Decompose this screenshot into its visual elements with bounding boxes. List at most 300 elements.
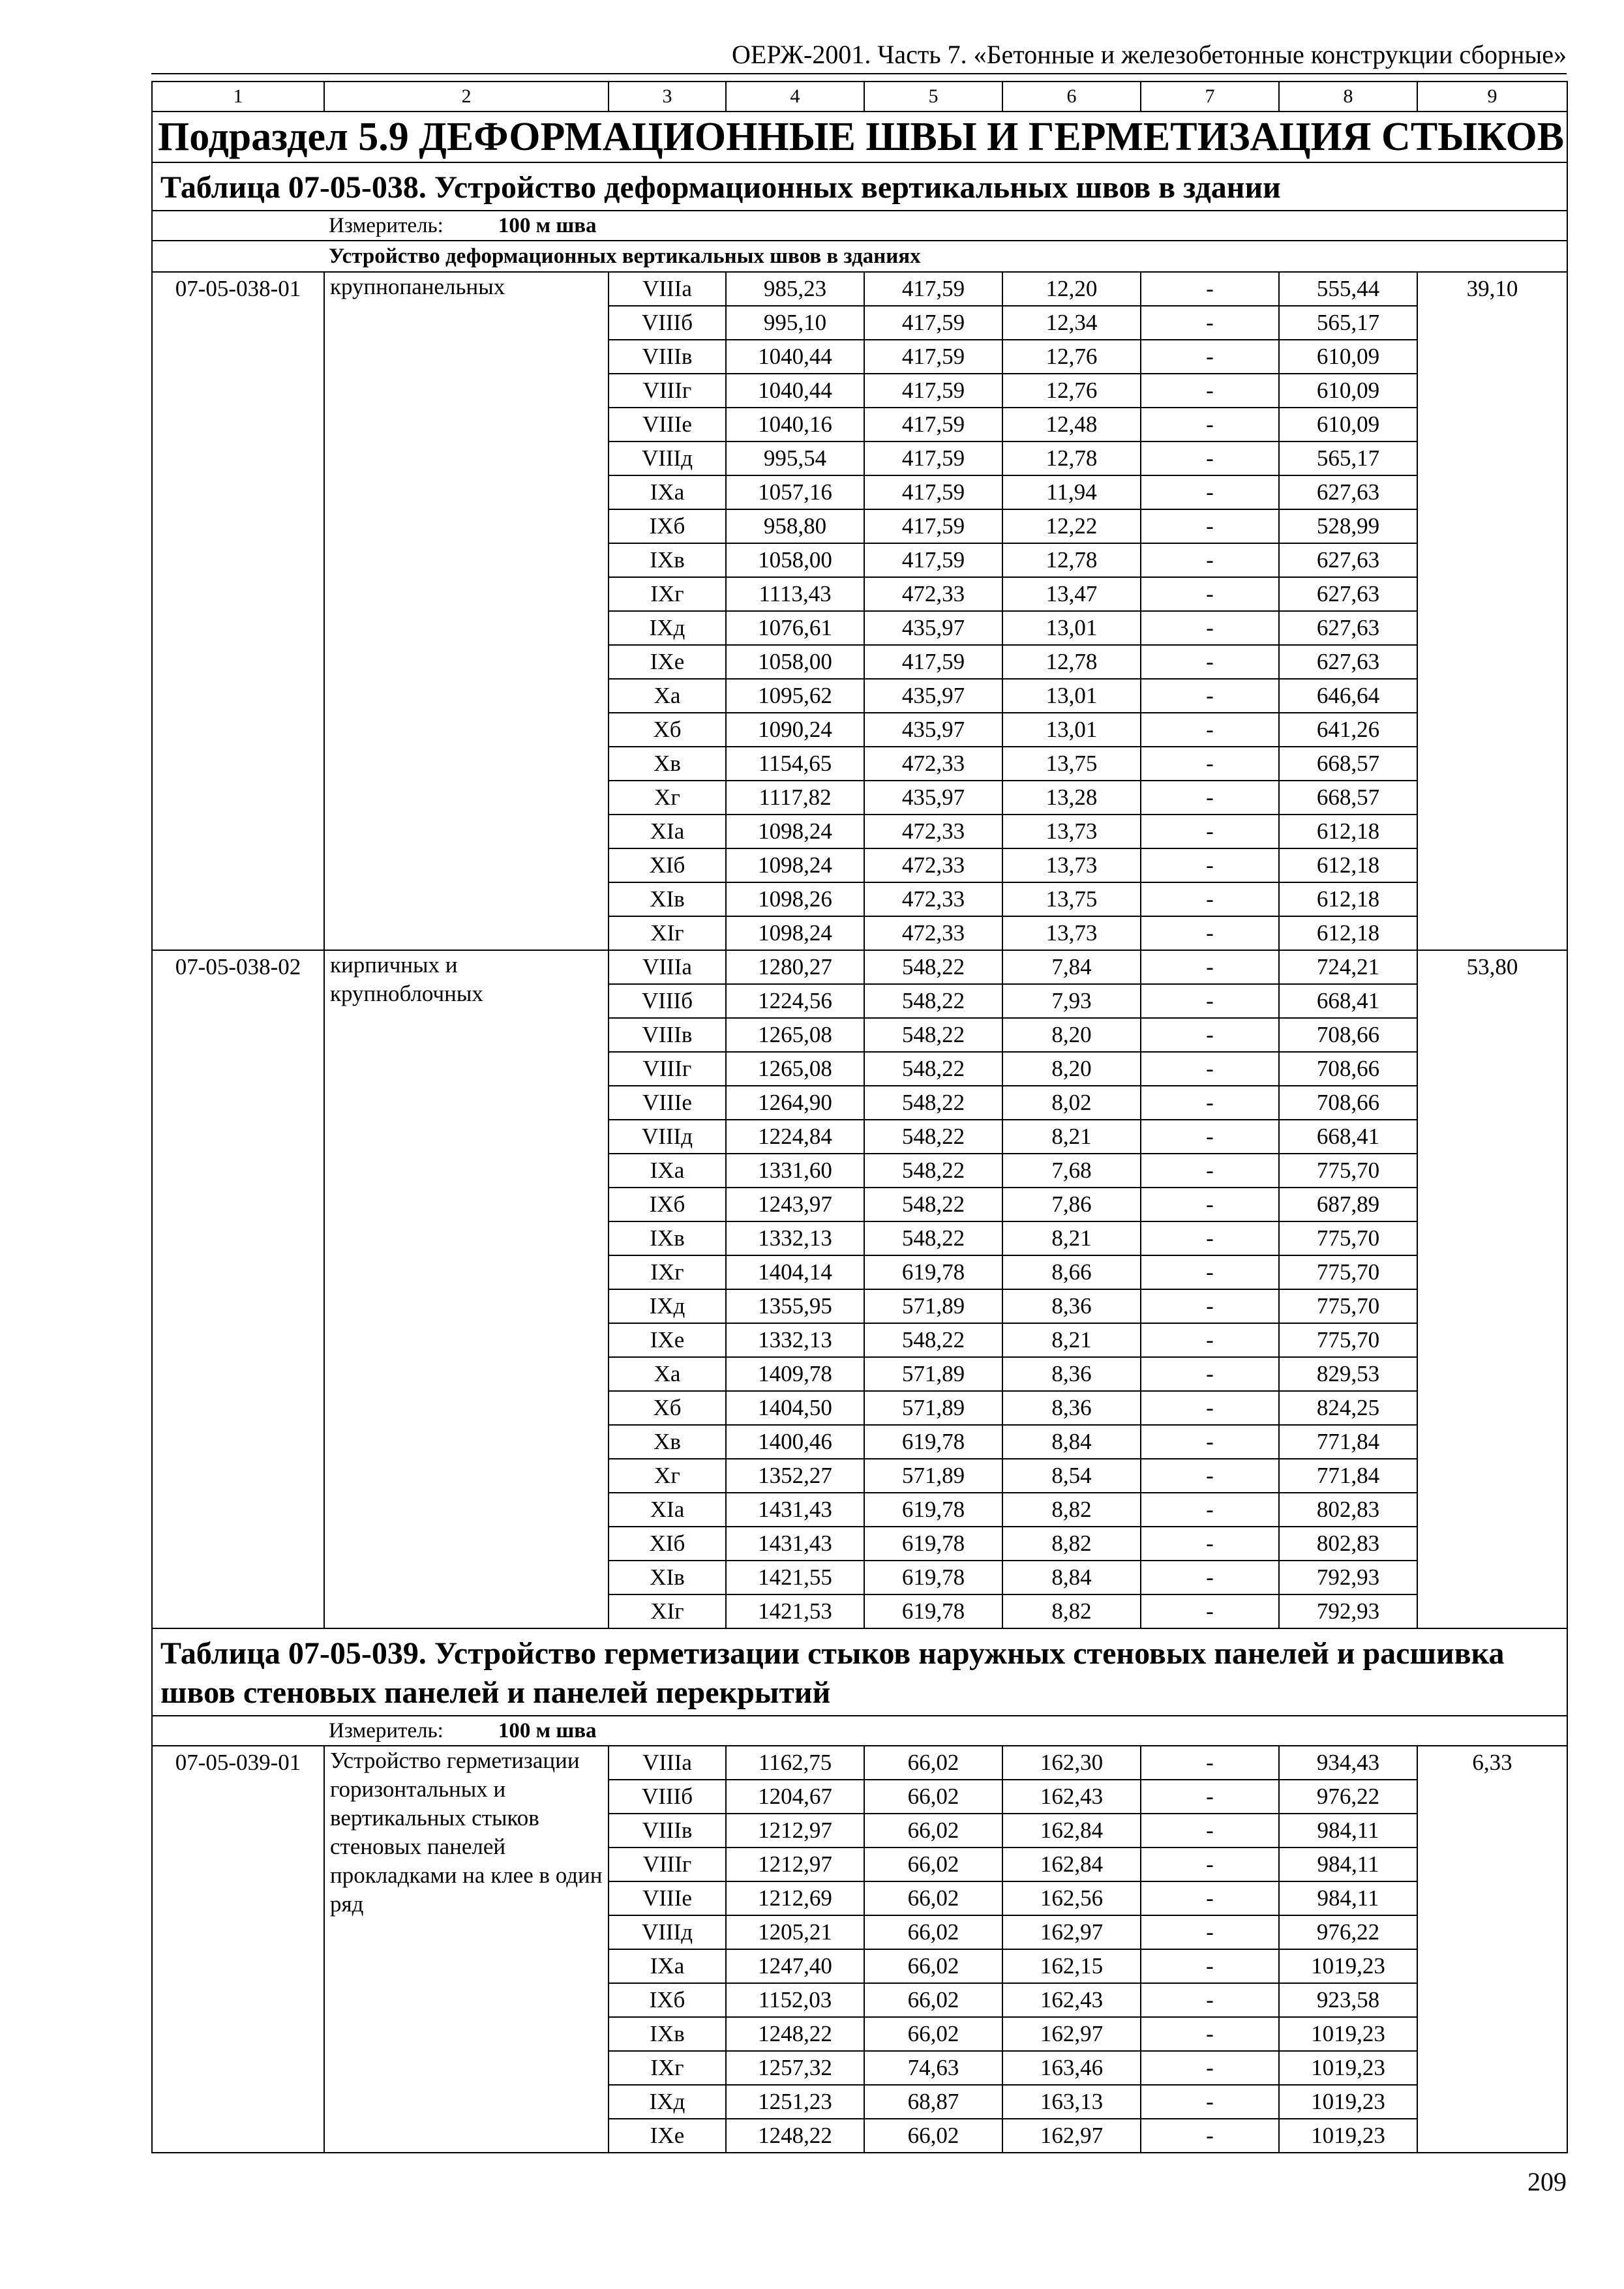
price-value: - xyxy=(1141,645,1279,679)
price-value: 985,23 xyxy=(726,272,864,306)
price-value: 12,78 xyxy=(1002,543,1141,577)
price-value: - xyxy=(1141,1915,1279,1949)
price-value: 12,22 xyxy=(1002,509,1141,543)
section-title: Подраздел 5.9 ДЕФОРМАЦИОННЫЕ ШВЫ И ГЕРМЕТИЗАЦИЯ СТЫКОВ xyxy=(152,112,1567,162)
price-value: 163,46 xyxy=(1002,2051,1141,2085)
price-value: 775,70 xyxy=(1279,1289,1417,1323)
price-value: 472,33 xyxy=(864,882,1002,916)
price-value: - xyxy=(1141,1561,1279,1594)
price-value: 528,99 xyxy=(1279,509,1417,543)
price-value: 13,28 xyxy=(1002,781,1141,815)
zone-code: VIIIг xyxy=(609,374,726,408)
price-value: - xyxy=(1141,815,1279,848)
labor-cost: 39,10 xyxy=(1417,272,1567,950)
zone-code: Xб xyxy=(609,713,726,747)
price-value: 1224,56 xyxy=(726,984,864,1018)
price-value: 417,59 xyxy=(864,306,1002,340)
zone-code: IXа xyxy=(609,475,726,509)
price-value: 1421,53 xyxy=(726,1594,864,1628)
price-value: - xyxy=(1141,1052,1279,1086)
price-value: - xyxy=(1141,1357,1279,1391)
price-value: 472,33 xyxy=(864,916,1002,950)
price-value: 12,34 xyxy=(1002,306,1141,340)
price-value: 548,22 xyxy=(864,950,1002,984)
running-header xyxy=(0,37,1624,73)
zone-code: VIIIб xyxy=(609,984,726,1018)
price-value: - xyxy=(1141,340,1279,374)
zone-code: Xв xyxy=(609,747,726,781)
price-value: - xyxy=(1141,1425,1279,1459)
price-value: 571,89 xyxy=(864,1289,1002,1323)
price-value: - xyxy=(1141,1221,1279,1255)
price-value: - xyxy=(1141,1018,1279,1052)
price-value: 1352,27 xyxy=(726,1459,864,1493)
price-value: 66,02 xyxy=(864,1915,1002,1949)
price-value: 1247,40 xyxy=(726,1949,864,1983)
price-value: 66,02 xyxy=(864,1780,1002,1814)
price-table xyxy=(151,81,1568,2153)
zone-code: VIIIд xyxy=(609,441,726,475)
price-value: 548,22 xyxy=(864,1323,1002,1357)
price-value: - xyxy=(1141,679,1279,713)
price-value: - xyxy=(1141,2051,1279,2085)
price-value: 417,59 xyxy=(864,543,1002,577)
zone-code: VIIIа xyxy=(609,272,726,306)
price-value: - xyxy=(1141,1527,1279,1561)
price-value: 1257,32 xyxy=(726,2051,864,2085)
price-value: 724,21 xyxy=(1279,950,1417,984)
price-value: 8,82 xyxy=(1002,1527,1141,1561)
price-value: - xyxy=(1141,1881,1279,1915)
price-value: 1212,69 xyxy=(726,1881,864,1915)
meter-row xyxy=(152,1716,1567,1746)
meter-cell xyxy=(152,1716,1567,1746)
price-value: - xyxy=(1141,306,1279,340)
price-value: 12,48 xyxy=(1002,408,1141,441)
price-sheet xyxy=(151,81,1567,2153)
zone-code: XIг xyxy=(609,1594,726,1628)
price-value: 8,66 xyxy=(1002,1255,1141,1289)
price-value: 12,20 xyxy=(1002,272,1141,306)
price-value: 8,36 xyxy=(1002,1289,1141,1323)
price-value: 548,22 xyxy=(864,1052,1002,1086)
price-value: 1212,97 xyxy=(726,1848,864,1881)
price-value: 8,84 xyxy=(1002,1561,1141,1594)
zone-code: IXв xyxy=(609,1221,726,1255)
zone-code: VIIIб xyxy=(609,1780,726,1814)
price-value: 829,53 xyxy=(1279,1357,1417,1391)
price-value: 66,02 xyxy=(864,1881,1002,1915)
price-value: 1098,24 xyxy=(726,848,864,882)
price-value: 435,97 xyxy=(864,781,1002,815)
price-value: 435,97 xyxy=(864,679,1002,713)
price-value: 619,78 xyxy=(864,1527,1002,1561)
column-number: 4 xyxy=(726,82,864,112)
zone-code: VIIIг xyxy=(609,1052,726,1086)
section-title-row xyxy=(152,112,1567,162)
price-value: 1076,61 xyxy=(726,611,864,645)
column-number-row xyxy=(152,82,1567,112)
price-value: 13,73 xyxy=(1002,848,1141,882)
price-value: 627,63 xyxy=(1279,645,1417,679)
price-value: 824,25 xyxy=(1279,1391,1417,1425)
norm-code: 07-05-038-01 xyxy=(152,272,324,950)
price-value: - xyxy=(1141,1289,1279,1323)
price-value: 417,59 xyxy=(864,408,1002,441)
price-value: - xyxy=(1141,1746,1279,1780)
table-title-row xyxy=(152,1628,1567,1716)
price-value: 417,59 xyxy=(864,509,1002,543)
price-value: 435,97 xyxy=(864,713,1002,747)
price-value: 771,84 xyxy=(1279,1459,1417,1493)
price-value: 1058,00 xyxy=(726,543,864,577)
price-value: - xyxy=(1141,475,1279,509)
price-value: 8,36 xyxy=(1002,1391,1141,1425)
table-row xyxy=(152,272,1567,306)
price-value: 995,54 xyxy=(726,441,864,475)
price-value: 12,78 xyxy=(1002,441,1141,475)
price-value: 976,22 xyxy=(1279,1780,1417,1814)
price-value: 571,89 xyxy=(864,1391,1002,1425)
zone-code: IXд xyxy=(609,1289,726,1323)
price-value: 1098,24 xyxy=(726,916,864,950)
price-value: 7,84 xyxy=(1002,950,1141,984)
zone-code: XIа xyxy=(609,1493,726,1527)
meter-cell xyxy=(152,211,1567,241)
labor-cost: 6,33 xyxy=(1417,1746,1567,2153)
price-value: 802,83 xyxy=(1279,1527,1417,1561)
price-value: 8,82 xyxy=(1002,1493,1141,1527)
price-value: 1243,97 xyxy=(726,1188,864,1221)
zone-code: VIIIе xyxy=(609,408,726,441)
price-value: 610,09 xyxy=(1279,340,1417,374)
price-value: - xyxy=(1141,577,1279,611)
zone-code: VIIIд xyxy=(609,1915,726,1949)
price-value: 12,76 xyxy=(1002,340,1141,374)
meter-label: Измеритель: xyxy=(329,214,444,237)
price-value: 8,20 xyxy=(1002,1018,1141,1052)
meter-row xyxy=(152,211,1567,241)
price-value: 571,89 xyxy=(864,1357,1002,1391)
price-value: - xyxy=(1141,543,1279,577)
price-value: 1331,60 xyxy=(726,1154,864,1188)
price-value: 162,15 xyxy=(1002,1949,1141,1983)
price-value: 627,63 xyxy=(1279,577,1417,611)
price-value: 8,82 xyxy=(1002,1594,1141,1628)
price-value: - xyxy=(1141,1391,1279,1425)
column-number: 2 xyxy=(324,82,609,112)
zone-code: Xа xyxy=(609,1357,726,1391)
price-value: 708,66 xyxy=(1279,1052,1417,1086)
price-value: - xyxy=(1141,747,1279,781)
zone-code: XIг xyxy=(609,916,726,950)
price-value: - xyxy=(1141,374,1279,408)
column-number: 3 xyxy=(609,82,726,112)
price-value: - xyxy=(1141,1323,1279,1357)
price-value: 66,02 xyxy=(864,1848,1002,1881)
price-value: 612,18 xyxy=(1279,882,1417,916)
price-value: - xyxy=(1141,1120,1279,1154)
price-value: 68,87 xyxy=(864,2085,1002,2119)
price-value: - xyxy=(1141,272,1279,306)
column-number: 9 xyxy=(1417,82,1567,112)
zone-code: Xг xyxy=(609,781,726,815)
price-value: - xyxy=(1141,1848,1279,1881)
price-value: 8,21 xyxy=(1002,1323,1141,1357)
price-value: 1019,23 xyxy=(1279,2017,1417,2051)
price-value: 12,78 xyxy=(1002,645,1141,679)
price-value: 74,63 xyxy=(864,2051,1002,2085)
zone-code: IXг xyxy=(609,577,726,611)
price-value: 802,83 xyxy=(1279,1493,1417,1527)
price-value: 7,86 xyxy=(1002,1188,1141,1221)
price-value: 1152,03 xyxy=(726,1983,864,2017)
price-value: 8,21 xyxy=(1002,1221,1141,1255)
price-value: 162,97 xyxy=(1002,1915,1141,1949)
zone-code: XIб xyxy=(609,848,726,882)
price-value: 1248,22 xyxy=(726,2119,864,2153)
price-value: 13,73 xyxy=(1002,916,1141,950)
price-value: 1332,13 xyxy=(726,1323,864,1357)
price-value: 13,01 xyxy=(1002,679,1141,713)
price-value: 548,22 xyxy=(864,1154,1002,1188)
price-value: 1212,97 xyxy=(726,1814,864,1848)
zone-code: IXа xyxy=(609,1949,726,1983)
work-name: Устройство герметизации горизонтальных и вертикальных стыков стеновых панелей прокладками на клее в один ряд xyxy=(324,1746,609,2153)
work-name: крупнопанельных xyxy=(324,272,609,950)
work-name: кирпичных и крупноблочных xyxy=(324,950,609,1628)
table-title: Таблица 07-05-038. Устройство деформационных вертикальных швов в здании xyxy=(152,162,1567,211)
zone-code: IXб xyxy=(609,509,726,543)
price-value: 1251,23 xyxy=(726,2085,864,2119)
price-value: 771,84 xyxy=(1279,1425,1417,1459)
price-value: - xyxy=(1141,1493,1279,1527)
price-value: 548,22 xyxy=(864,1188,1002,1221)
table-title: Таблица 07-05-039. Устройство герметизации стыков наружных стеновых панелей и расшивка швов стеновых панелей и панелей перекрытий xyxy=(152,1628,1567,1716)
meter-value: 100 м шва xyxy=(498,1719,597,1743)
price-value: 1205,21 xyxy=(726,1915,864,1949)
price-value: 984,11 xyxy=(1279,1881,1417,1915)
table-row xyxy=(152,950,1567,984)
price-value: 472,33 xyxy=(864,815,1002,848)
price-value: 612,18 xyxy=(1279,916,1417,950)
price-value: 472,33 xyxy=(864,577,1002,611)
price-value: 11,94 xyxy=(1002,475,1141,509)
price-value: 610,09 xyxy=(1279,408,1417,441)
price-value: 13,47 xyxy=(1002,577,1141,611)
zone-code: XIв xyxy=(609,882,726,916)
price-value: 1280,27 xyxy=(726,950,864,984)
zone-code: VIIIа xyxy=(609,1746,726,1780)
price-value: 984,11 xyxy=(1279,1848,1417,1881)
price-value: 1098,24 xyxy=(726,815,864,848)
zone-code: Xв xyxy=(609,1425,726,1459)
zone-code: VIIIв xyxy=(609,1814,726,1848)
price-value: 13,01 xyxy=(1002,611,1141,645)
zone-code: IXд xyxy=(609,611,726,645)
zone-code: VIIIе xyxy=(609,1086,726,1120)
meter-value: 100 м шва xyxy=(498,214,597,237)
price-value: 162,30 xyxy=(1002,1746,1141,1780)
zone-code: VIIIб xyxy=(609,306,726,340)
zone-code: VIIIа xyxy=(609,950,726,984)
price-value: - xyxy=(1141,1983,1279,2017)
price-value: 162,97 xyxy=(1002,2119,1141,2153)
price-value: 66,02 xyxy=(864,1814,1002,1848)
zone-code: IXв xyxy=(609,2017,726,2051)
price-value: 1404,50 xyxy=(726,1391,864,1425)
column-number: 5 xyxy=(864,82,1002,112)
zone-code: IXб xyxy=(609,1983,726,2017)
price-value: 708,66 xyxy=(1279,1086,1417,1120)
price-value: 1098,26 xyxy=(726,882,864,916)
price-value: 1224,84 xyxy=(726,1120,864,1154)
price-value: 1355,95 xyxy=(726,1289,864,1323)
price-value: 417,59 xyxy=(864,475,1002,509)
zone-code: IXб xyxy=(609,1188,726,1221)
price-value: 8,36 xyxy=(1002,1357,1141,1391)
zone-code: VIIIг xyxy=(609,1848,726,1881)
price-value: 1113,43 xyxy=(726,577,864,611)
price-value: 548,22 xyxy=(864,1086,1002,1120)
zone-code: XIв xyxy=(609,1561,726,1594)
price-value: - xyxy=(1141,1780,1279,1814)
price-value: - xyxy=(1141,848,1279,882)
column-number: 1 xyxy=(152,82,324,112)
price-value: 162,56 xyxy=(1002,1881,1141,1915)
price-value: 7,68 xyxy=(1002,1154,1141,1188)
price-value: 1117,82 xyxy=(726,781,864,815)
zone-code: Xг xyxy=(609,1459,726,1493)
zone-code: VIIIд xyxy=(609,1120,726,1154)
price-value: - xyxy=(1141,1949,1279,1983)
price-value: - xyxy=(1141,2017,1279,2051)
zone-code: IXе xyxy=(609,645,726,679)
price-value: - xyxy=(1141,509,1279,543)
price-value: - xyxy=(1141,441,1279,475)
price-value: 548,22 xyxy=(864,1018,1002,1052)
price-value: 417,59 xyxy=(864,272,1002,306)
zone-code: IXг xyxy=(609,1255,726,1289)
price-value: 417,59 xyxy=(864,374,1002,408)
price-value: 610,09 xyxy=(1279,374,1417,408)
header-rule xyxy=(151,73,1567,74)
price-value: 66,02 xyxy=(864,1746,1002,1780)
price-value: - xyxy=(1141,1188,1279,1221)
price-value: 1040,44 xyxy=(726,374,864,408)
price-value: 8,20 xyxy=(1002,1052,1141,1086)
price-value: 472,33 xyxy=(864,848,1002,882)
price-value: 1400,46 xyxy=(726,1425,864,1459)
price-value: 612,18 xyxy=(1279,848,1417,882)
price-value: - xyxy=(1141,984,1279,1018)
price-value: 8,54 xyxy=(1002,1459,1141,1493)
price-value: 7,93 xyxy=(1002,984,1141,1018)
price-value: 8,84 xyxy=(1002,1425,1141,1459)
price-value: - xyxy=(1141,1086,1279,1120)
price-value: 1264,90 xyxy=(726,1086,864,1120)
zone-code: IXд xyxy=(609,2085,726,2119)
price-value: 1421,55 xyxy=(726,1561,864,1594)
price-value: 1019,23 xyxy=(1279,1949,1417,1983)
price-value: 619,78 xyxy=(864,1255,1002,1289)
price-value: - xyxy=(1141,950,1279,984)
price-value: 1204,67 xyxy=(726,1780,864,1814)
price-value: 1040,44 xyxy=(726,340,864,374)
price-value: 668,57 xyxy=(1279,781,1417,815)
price-value: 687,89 xyxy=(1279,1188,1417,1221)
price-value: 13,01 xyxy=(1002,713,1141,747)
price-value: 8,02 xyxy=(1002,1086,1141,1120)
price-value: 619,78 xyxy=(864,1425,1002,1459)
price-value: 1090,24 xyxy=(726,713,864,747)
price-value: 619,78 xyxy=(864,1493,1002,1527)
price-value: 976,22 xyxy=(1279,1915,1417,1949)
price-value: 1057,16 xyxy=(726,475,864,509)
price-value: 66,02 xyxy=(864,1983,1002,2017)
table-body xyxy=(152,82,1567,2153)
price-value: 548,22 xyxy=(864,1221,1002,1255)
price-value: 548,22 xyxy=(864,984,1002,1018)
price-value: 1265,08 xyxy=(726,1018,864,1052)
price-value: 1265,08 xyxy=(726,1052,864,1086)
price-value: 571,89 xyxy=(864,1459,1002,1493)
price-value: 708,66 xyxy=(1279,1018,1417,1052)
price-value: 565,17 xyxy=(1279,441,1417,475)
price-value: 995,10 xyxy=(726,306,864,340)
price-value: - xyxy=(1141,1594,1279,1628)
column-number: 6 xyxy=(1002,82,1141,112)
price-value: 668,41 xyxy=(1279,1120,1417,1154)
price-value: 66,02 xyxy=(864,2119,1002,2153)
price-value: 934,43 xyxy=(1279,1746,1417,1780)
price-value: - xyxy=(1141,1459,1279,1493)
price-value: 627,63 xyxy=(1279,611,1417,645)
price-value: 472,33 xyxy=(864,747,1002,781)
price-value: 1332,13 xyxy=(726,1221,864,1255)
price-value: - xyxy=(1141,2085,1279,2119)
price-value: 668,57 xyxy=(1279,747,1417,781)
price-value: 1431,43 xyxy=(726,1527,864,1561)
column-number: 8 xyxy=(1279,82,1417,112)
column-number: 7 xyxy=(1141,82,1279,112)
zone-code: VIIIв xyxy=(609,340,726,374)
zone-code: Xа xyxy=(609,679,726,713)
price-value: 162,43 xyxy=(1002,1780,1141,1814)
price-value: 555,44 xyxy=(1279,272,1417,306)
zone-code: XIб xyxy=(609,1527,726,1561)
price-value: 792,93 xyxy=(1279,1561,1417,1594)
price-value: 66,02 xyxy=(864,1949,1002,1983)
price-value: 1095,62 xyxy=(726,679,864,713)
price-value: 775,70 xyxy=(1279,1255,1417,1289)
price-value: 1019,23 xyxy=(1279,2085,1417,2119)
price-value: 163,13 xyxy=(1002,2085,1141,2119)
running-title: ОЕРЖ-2001. Часть 7. «Бетонные и железобетонные конструкции сборные» xyxy=(732,40,1567,69)
price-value: 923,58 xyxy=(1279,1983,1417,2017)
price-value: - xyxy=(1141,781,1279,815)
price-value: 162,97 xyxy=(1002,2017,1141,2051)
price-value: 1040,16 xyxy=(726,408,864,441)
price-value: 548,22 xyxy=(864,1120,1002,1154)
price-value: 775,70 xyxy=(1279,1154,1417,1188)
price-value: 1404,14 xyxy=(726,1255,864,1289)
zone-code: IXв xyxy=(609,543,726,577)
zone-code: IXа xyxy=(609,1154,726,1188)
norm-code: 07-05-038-02 xyxy=(152,950,324,1628)
price-value: 792,93 xyxy=(1279,1594,1417,1628)
price-value: 1409,78 xyxy=(726,1357,864,1391)
